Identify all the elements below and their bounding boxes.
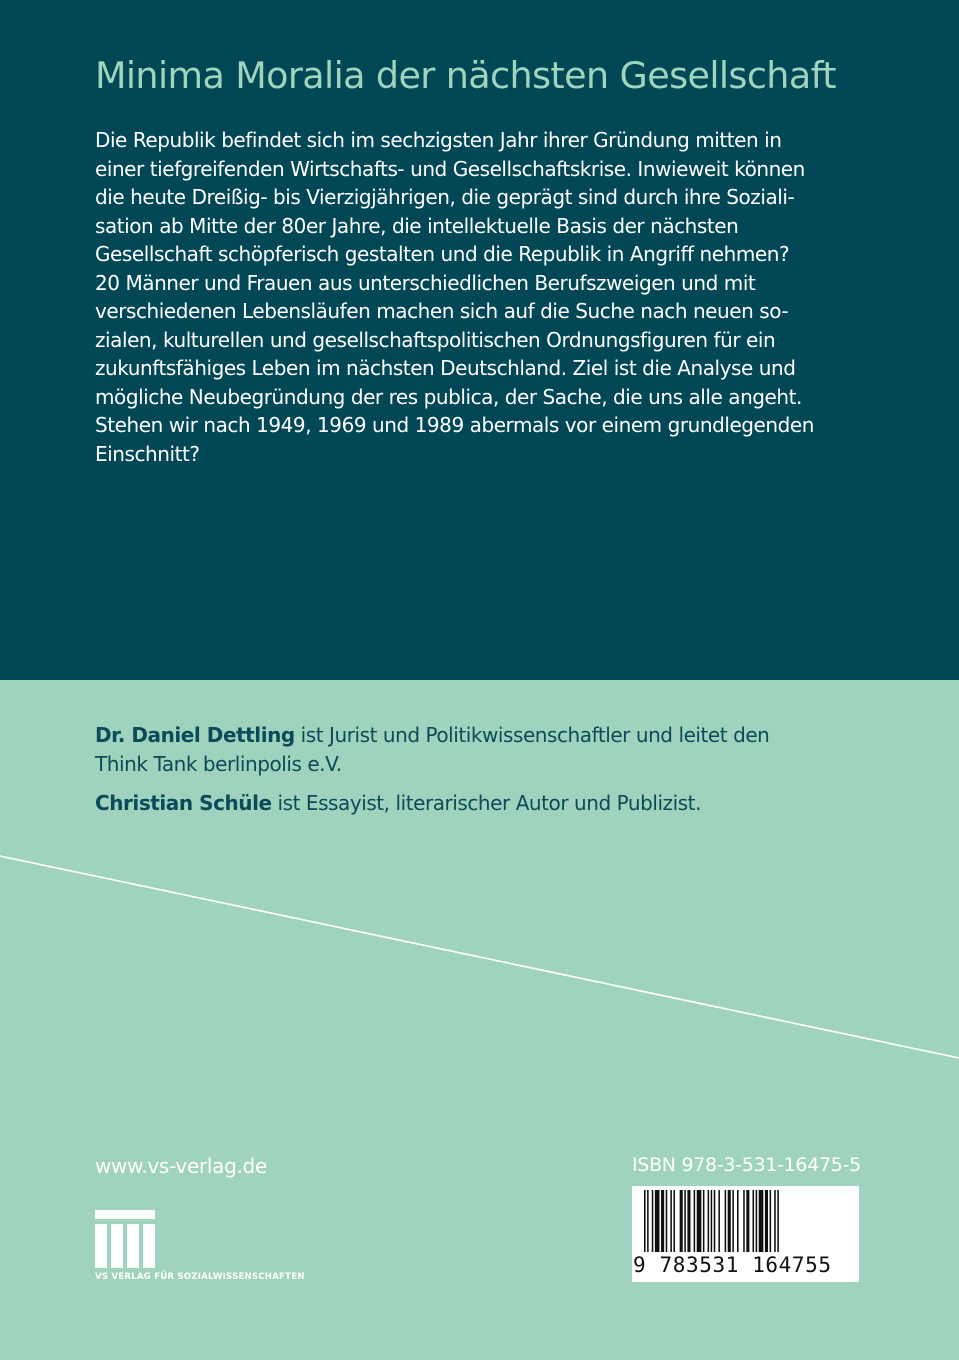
barcode-digits: 9 783531 164755 xyxy=(633,1253,832,1277)
blurb-line: Die Republik befindet sich im sechzigsten Jahr ihrer Gründung mitten in xyxy=(95,128,782,152)
barcode-bar xyxy=(770,1190,772,1252)
barcode-bar xyxy=(759,1190,764,1252)
blurb-line: zukunftsfähiges Leben im nächsten Deutschland. Ziel ist die Analyse und xyxy=(95,356,796,380)
barcode-bar xyxy=(680,1190,683,1252)
author-bio-line: Think Tank berlinpolis e.V. xyxy=(95,751,342,776)
barcode-bar xyxy=(687,1190,690,1252)
barcode-bar xyxy=(718,1190,720,1252)
barcode-bar xyxy=(684,1190,686,1252)
barcode-bar xyxy=(725,1190,727,1252)
blurb-line: mögliche Neubegründung der res publica, der Sache, die uns alle angeht. xyxy=(95,384,802,409)
barcode-bar xyxy=(647,1190,649,1252)
vs-verlag-logo-icon xyxy=(95,1210,157,1270)
barcode-bar xyxy=(743,1190,745,1252)
barcode-bar xyxy=(711,1190,713,1252)
barcode-bar xyxy=(673,1190,675,1252)
barcode-bar xyxy=(746,1190,749,1252)
blurb-line: verschiedenen Lebensläufen machen sich auf die Suche nach neuen so- xyxy=(95,299,789,323)
blurb-line: zialen, kulturellen und gesellschaftspolitischen Ordnungsfiguren für ein xyxy=(95,327,776,352)
publisher-name: VS VERLAG FÜR SOZIALWISSENSCHAFTEN xyxy=(95,1272,305,1282)
blurb-line: sation ab Mitte der 80er Jahre, die intellektuelle Basis der nächsten xyxy=(95,213,739,238)
blurb-line: Stehen wir nach 1949, 1969 und 1989 abermals vor einem grundlegenden xyxy=(95,413,814,437)
barcode-bar xyxy=(777,1190,779,1252)
barcode-bar xyxy=(756,1190,758,1252)
blurb-line: einer tiefgreifenden Wirtschafts- und Gesellschaftskrise. Inwieweit können xyxy=(95,156,805,181)
author-name: Christian Schüle xyxy=(95,791,272,815)
barcode-bar xyxy=(774,1190,776,1252)
barcode-bar xyxy=(714,1190,716,1252)
barcode-bar xyxy=(703,1190,705,1252)
author-bio-text: ist Jurist und Politikwissenschaftler und leitet den xyxy=(294,723,770,747)
barcode-bar xyxy=(697,1190,702,1252)
barcode-bar xyxy=(652,1190,654,1252)
book-title: Minima Moralia der nächsten Gesellschaft xyxy=(95,54,836,97)
barcode-bar xyxy=(670,1190,672,1252)
barcode-bar xyxy=(737,1190,739,1252)
blurb-line: 20 Männer und Frauen aus unterschiedlichen Berufszweigen und mit xyxy=(95,270,756,295)
barcode-bar xyxy=(655,1190,660,1252)
author-name: Dr. Daniel Dettling xyxy=(95,723,295,747)
blurb-line: die heute Dreißig- bis Vierzigjährigen, die geprägt sind durch ihre Soziali- xyxy=(95,185,795,209)
blurb-line: Einschnitt? xyxy=(95,441,200,466)
barcode-bar xyxy=(732,1190,734,1252)
isbn-label: ISBN 978-3-531-16475-5 xyxy=(632,1154,861,1176)
barcode-bar xyxy=(708,1190,710,1252)
barcode-bar xyxy=(644,1190,646,1252)
barcode-bar xyxy=(765,1190,768,1252)
barcode-bar xyxy=(694,1190,696,1252)
publisher-website: www.vs-verlag.de xyxy=(95,1154,267,1178)
barcode-bar xyxy=(661,1190,664,1252)
blurb-line: Gesellschaft schöpferisch gestalten und die Republik in Angriff nehmen? xyxy=(95,242,790,266)
barcode-bar xyxy=(728,1190,731,1252)
author-bio-text: ist Essayist, literarischer Autor und Publizist. xyxy=(271,791,701,815)
barcode-bar xyxy=(666,1190,668,1252)
barcode-bar xyxy=(753,1190,755,1252)
